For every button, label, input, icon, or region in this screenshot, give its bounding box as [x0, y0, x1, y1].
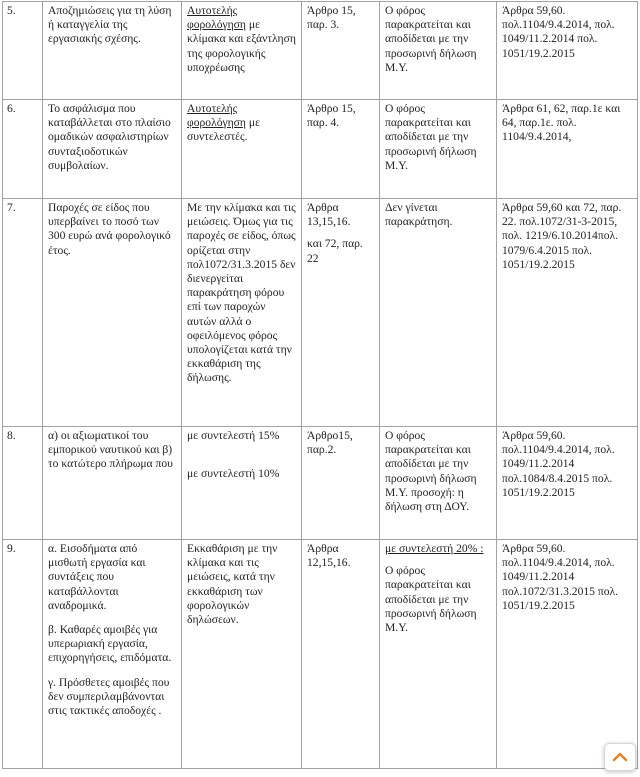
income-description-a: α. Εισοδήματα από μισθωτή εργασία και συντάξεις που καταβάλλονται αναδρομικά. [48, 542, 146, 612]
tax-method [182, 427, 302, 540]
references: Άρθρα 59,60. πολ.1104/9.4.2014, πολ. 1049/11.2.2014 πολ.1072/31.3.2015 πολ. 1051/19.2.2015 [497, 540, 638, 769]
row-number: 9. [3, 540, 43, 769]
withholding-note [380, 540, 497, 769]
tax-method: Εκκαθάριση με την κλίμακα και τις μειώσεις, κατά την εκκαθάριση των φορολογικών δηλώσεων. [182, 540, 302, 769]
law-article-a: Άρθρα 13,15,16. [307, 201, 351, 229]
income-description: Παροχές σε είδος που υπερβαίνει το ποσό των 300 ευρώ ανά φορολογικό έτος. [43, 199, 182, 427]
tax-table [2, 1, 638, 769]
withholding-text: Ο φόρος παρακρατείται και αποδίδεται με την προσωρινή δήλωση Μ.Υ. [385, 564, 477, 635]
tax-method-underlined: Αυτοτελής φορολόγηση [187, 102, 246, 130]
law-article: Άρθρο 15, παρ. 4. [302, 100, 380, 199]
table-row [3, 199, 638, 427]
income-description: Το ασφάλισμα που καταβάλλεται στο πλαίσιο ομαδικών ασφαλιστηρίων συνταξιοδοτικών συμβολαίων. [43, 100, 182, 199]
withholding-note: Δεν γίνεται παρακράτηση. [380, 199, 497, 427]
tax-rate-crew: με συντελεστή 10% [187, 467, 280, 481]
income-description-c: γ. Πρόσθετες αμοιβές που δεν συμπεριλαμβάνονται στις τακτικές αποδοχές . [48, 675, 170, 718]
table-row [3, 540, 638, 769]
withholding-note: Ο φόρος παρακρατείται και αποδίδεται με την προσωρινή δήλωση Μ.Υ. [380, 100, 497, 199]
row-number: 7. [3, 199, 43, 427]
tax-rate-officers: με συντελεστή 15% [187, 429, 280, 442]
withholding-note: Ο φόρος παρακρατείται και αποδίδεται με την προσωρινή δήλωση Μ.Υ. [380, 2, 497, 100]
withholding-rate: με συντελεστή 20% : [385, 542, 484, 555]
references: Άρθρα 59,60. πολ.1104/9.4.2014, πολ. 1049/11.2.2014 πολ.1084/8.4.2015 πολ. 1051/19.2.2015 [497, 427, 638, 540]
chevron-up-icon [612, 752, 628, 762]
references: Άρθρα 61, 62, παρ.1ε και 64, παρ.1ε. πολ. 1104/9.4.2014, [497, 100, 638, 199]
law-article: Άρθρα 12,15,16. [302, 540, 380, 769]
row-number: 8. [3, 427, 43, 540]
references: Άρθρα 59,60. πολ.1104/9.4.2014, πολ. 1049/11.2.2014 πολ. 1051/19.2.2015 [497, 2, 638, 100]
tax-method [182, 100, 302, 199]
law-article: Άρθρο15, παρ.2. [302, 427, 380, 540]
income-description-b: β. Καθαρές αμοιβές για υπερωριακή εργασία, επιχορηγήσεις, επιδόματα. [48, 623, 172, 665]
tax-method: Με την κλίμακα και τις μειώσεις. Όμως για τις παροχές σε είδος, όπως ορίζεται στην πολ1072/31.3.2015 δεν διενεργείται παρακράτηση φόρου επί των παροχών αυτών αλλά ο οφειλόμενος φόρος υπολογίζεται κατά την εκκαθάριση της δήλωσης. [182, 199, 302, 427]
tax-method-rest: με κλίμακα και εξάντληση της φορολογικής υποχρέωσης [187, 18, 296, 74]
tax-method [182, 2, 302, 100]
law-article-b: και 72, παρ. 22 [307, 237, 363, 265]
tax-method-rest: με συντελεστές. [187, 116, 260, 144]
row-number: 5. [3, 2, 43, 100]
scroll-to-top-button[interactable] [604, 743, 636, 771]
income-description: Αποζημιώσεις για τη λύση ή καταγγελία της εργασιακής σχέσης. [43, 2, 182, 100]
income-description [43, 540, 182, 769]
law-article: Άρθρο 15, παρ. 3. [302, 2, 380, 100]
income-description: α) οι αξιωματικοί του εμπορικού ναυτικού και β) το κατώτερο πλήρωμα που [43, 427, 182, 540]
table-row [3, 2, 638, 100]
table-row [3, 427, 638, 540]
withholding-note: Ο φόρος παρακρατείται και αποδίδεται με την προσωρινή δήλωση Μ.Υ. προσοχή: η δήλωση στη ΔΟΥ. [380, 427, 497, 540]
row-number: 6. [3, 100, 43, 199]
law-article [302, 199, 380, 427]
table-row [3, 100, 638, 199]
tax-method-underlined: Αυτοτελής φορολόγηση [187, 4, 246, 32]
references: Άρθρα 59,60 και 72, παρ. 22. πολ.1072/31-3-2015, πολ. 1219/6.10.2014πολ. 1079/6.4.2015 πολ. 1051/19.2.2015 [497, 199, 638, 427]
